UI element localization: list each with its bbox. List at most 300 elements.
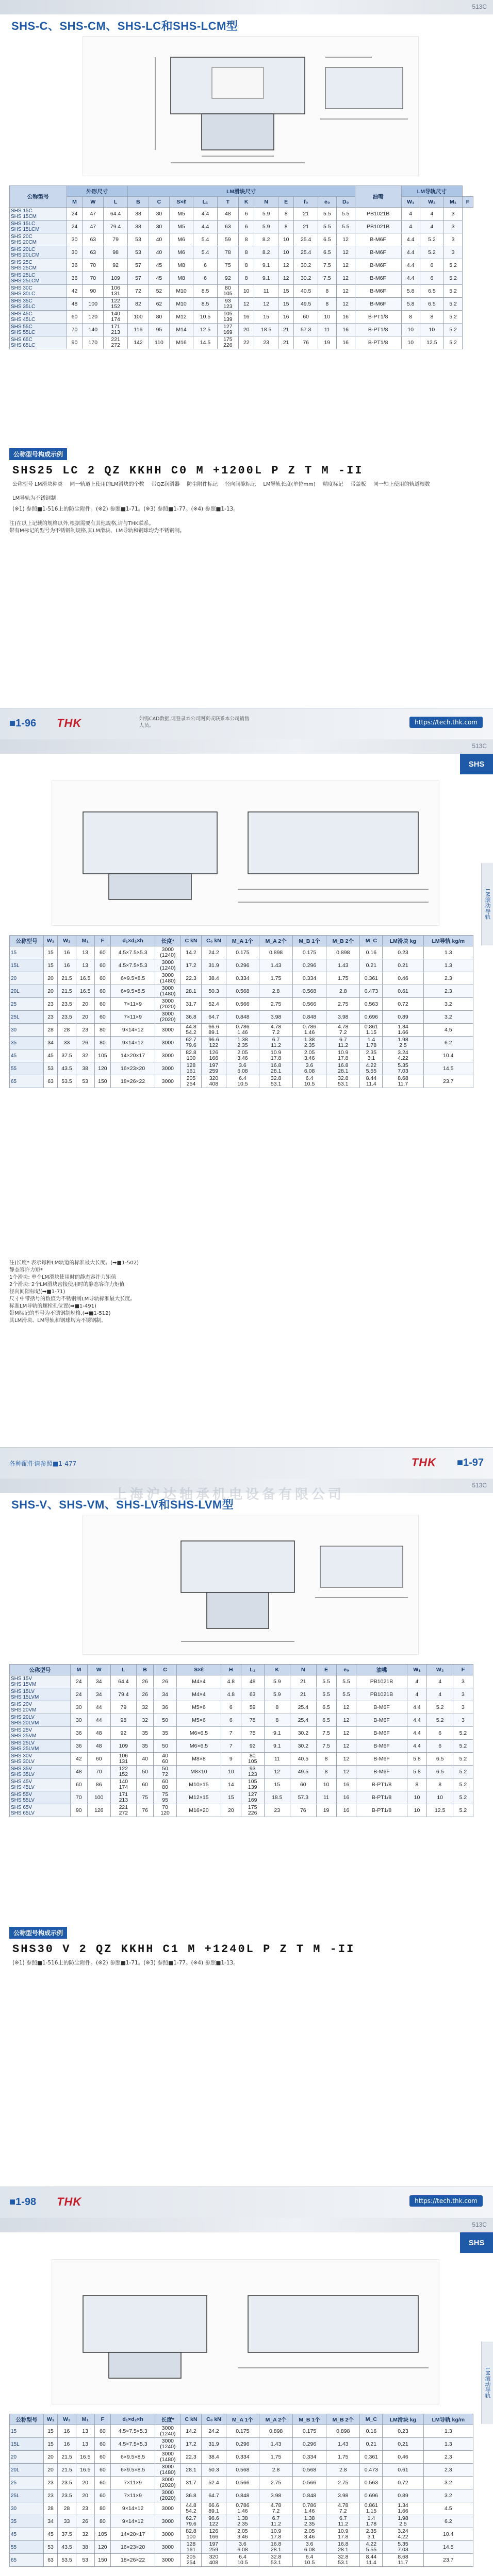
value-cell: 5.2 — [453, 1753, 473, 1766]
value-cell: 10 — [401, 336, 420, 349]
cad-note: 如需CAD数据,请登录本公司网页或联系本公司销售人员。 — [139, 716, 250, 728]
model-cell: SHS 30C SHS 30LC — [10, 285, 67, 298]
value-cell: 72 — [127, 285, 149, 298]
value-cell: 34 — [44, 1037, 58, 1049]
value-cell: 0.786 1.46 — [292, 1024, 326, 1037]
col-grease: 油嘴 — [355, 186, 401, 208]
table-row — [10, 1049, 473, 1062]
value-cell: 0.175 — [292, 2425, 326, 2438]
value-cell: 34 — [44, 2515, 58, 2528]
value-cell: 6 — [238, 208, 254, 221]
value-cell: 26 — [137, 1675, 154, 1688]
value-cell: 21 — [294, 221, 318, 233]
value-cell: 6.5 — [427, 1753, 453, 1766]
value-cell: 1.38 2.35 — [292, 2515, 326, 2528]
value-cell: 25.4 — [294, 233, 318, 246]
value-cell: 76 — [294, 336, 318, 349]
value-cell: 8 — [278, 221, 294, 233]
table-row — [10, 1024, 473, 1037]
value-cell: 53 — [76, 2554, 94, 2567]
value-cell: 80 — [149, 311, 170, 324]
value-cell: 3.98 — [259, 2489, 293, 2502]
value-cell: 15 — [44, 2425, 58, 2438]
value-cell: 6.4 10.5 — [292, 1075, 326, 1088]
value-cell: 6 — [221, 1701, 241, 1714]
table-row — [10, 2451, 473, 2464]
value-cell: 16 — [336, 324, 355, 336]
value-cell: 47 — [83, 208, 104, 221]
value-cell: 5.9 — [254, 208, 278, 221]
brand-logo: THK — [411, 1456, 436, 1469]
value-cell: 16 — [58, 946, 76, 959]
value-cell: 53.5 — [58, 2554, 76, 2567]
value-cell: 37.5 — [58, 1049, 76, 1062]
value-cell: 70 — [83, 259, 104, 272]
value-cell: 0.786 1.46 — [292, 2502, 326, 2515]
code-note: 带QZ润滑器 — [151, 482, 180, 487]
model-cell: SHS 25C SHS 25CM — [10, 259, 67, 272]
value-cell: 14.5 — [423, 2541, 473, 2554]
table-row — [10, 1778, 473, 1791]
value-cell: 0.72 — [383, 998, 423, 1011]
value-cell: 32 — [137, 1701, 154, 1714]
model-cell: 15L — [10, 959, 44, 972]
model-cell: SHS 15LC SHS 15LCM — [10, 221, 67, 233]
value-cell: 7×11×9 — [111, 2489, 155, 2502]
value-cell: 53.5 — [58, 1075, 76, 1088]
value-cell: 15 — [221, 1791, 241, 1804]
value-cell: 3.24 4.22 — [383, 2528, 423, 2541]
value-cell: 70 — [67, 324, 83, 336]
value-cell: 21.5 — [58, 2464, 76, 2477]
value-cell: 36 — [154, 1701, 177, 1714]
code-note: LM导轨长度(单位mm) — [263, 482, 316, 487]
table-row — [10, 272, 473, 285]
value-cell: 2.8 — [259, 2464, 293, 2477]
value-cell: 23.7 — [423, 1075, 473, 1088]
value-cell: 60 — [294, 311, 318, 324]
value-cell: 92 — [104, 259, 127, 272]
value-cell: 109 — [110, 1740, 137, 1753]
model-cell: SHS 15C SHS 15CM — [10, 208, 67, 221]
value-cell: 16 — [58, 2438, 76, 2451]
value-cell: B-PT1/8 — [355, 336, 401, 349]
value-cell: 15 — [44, 959, 58, 972]
table-row — [10, 298, 473, 311]
value-cell: 0.848 — [292, 1011, 326, 1024]
table-row — [10, 972, 473, 985]
value-cell: 16.5 — [76, 972, 94, 985]
value-cell: 9 — [221, 1753, 241, 1766]
value-cell: 221 272 — [110, 1804, 137, 1817]
catalog-page-4 — [0, 2218, 493, 2576]
value-cell: 30.2 — [290, 1740, 317, 1753]
value-cell: 23 — [76, 2502, 94, 2515]
value-cell: 10.4 — [423, 1049, 473, 1062]
value-cell: 5.5 — [318, 221, 336, 233]
value-cell: 197 259 — [202, 2541, 226, 2554]
value-cell: 1.75 — [326, 2451, 360, 2464]
value-cell: 60 — [94, 959, 111, 972]
value-cell: 32 — [76, 1049, 94, 1062]
value-cell: 75 95 — [154, 1791, 177, 1804]
value-cell: 20 — [76, 2477, 94, 2489]
value-cell: 0.696 — [360, 1011, 383, 1024]
value-cell: 4 — [420, 208, 443, 221]
value-cell: 34 — [87, 1675, 110, 1688]
value-cell: M6 — [169, 246, 193, 259]
value-cell: 48 — [87, 1727, 110, 1740]
value-cell: M6 — [169, 233, 193, 246]
value-cell: 38.4 — [202, 972, 226, 985]
value-cell: 109 — [104, 272, 127, 285]
value-cell: 63 — [83, 233, 104, 246]
value-cell: 8.5 — [193, 285, 217, 298]
accessory-link[interactable]: 各种配件请参照■1-477 — [9, 1460, 77, 1467]
value-cell: 320 408 — [202, 2554, 226, 2567]
value-cell: 34 — [154, 1688, 177, 1701]
value-cell: 3 — [444, 208, 463, 221]
value-cell: 24 — [70, 1688, 87, 1701]
value-cell: 6.4 10.5 — [226, 1075, 259, 1088]
value-cell: 12.5 — [420, 336, 443, 349]
url-link[interactable]: https://tech.thk.com — [409, 2195, 483, 2207]
value-cell: 1.43 — [259, 2438, 293, 2451]
value-cell: 80 — [94, 2502, 111, 2515]
value-cell: 15 — [278, 298, 294, 311]
value-cell: 12 — [278, 259, 294, 272]
value-cell: 80 105 — [217, 285, 238, 298]
value-cell: 122 152 — [110, 1766, 137, 1778]
value-cell: 52.4 — [202, 2477, 226, 2489]
value-cell: 127 169 — [241, 1791, 264, 1804]
catalog-page-1 — [0, 0, 493, 739]
value-cell: 12 — [254, 298, 278, 311]
value-cell: B-M6F — [356, 1740, 407, 1753]
value-cell: 2.05 3.46 — [292, 2528, 326, 2541]
value-cell: 205 254 — [180, 2554, 202, 2567]
table-row — [10, 2515, 473, 2528]
value-cell: 8 — [407, 1778, 427, 1791]
value-cell: 0.296 — [226, 959, 259, 972]
value-cell: 24.2 — [202, 2425, 226, 2438]
value-cell: 320 408 — [202, 1075, 226, 1088]
value-cell: 128 161 — [180, 2541, 202, 2554]
value-cell: 2.05 3.46 — [226, 2528, 259, 2541]
value-cell: 38 — [76, 1062, 94, 1075]
value-cell: 6.5 — [427, 1766, 453, 1778]
value-cell: 18.5 — [254, 324, 278, 336]
value-cell: 14.5 — [193, 336, 217, 349]
value-cell: 52 — [149, 285, 170, 298]
value-cell: 3000 (2020) — [155, 1011, 180, 1024]
section-label: SHS — [460, 2232, 493, 2253]
value-cell: 60 — [137, 1778, 154, 1791]
value-cell: 9×14×12 — [111, 1037, 155, 1049]
catalog-page-2 — [0, 739, 493, 1479]
value-cell: 12 — [336, 233, 355, 246]
value-cell: 13 — [76, 959, 94, 972]
model-code-example — [9, 448, 473, 512]
value-cell: 20 — [238, 324, 254, 336]
catalog-page-3 — [0, 1479, 493, 2218]
value-cell: 28 — [58, 2502, 76, 2515]
value-cell: 0.296 — [292, 959, 326, 972]
value-cell: 53 — [44, 2541, 58, 2554]
value-cell: 12 — [336, 259, 355, 272]
value-cell: 23.7 — [423, 2554, 473, 2567]
rail-drawing — [52, 2259, 439, 2404]
value-cell: 5.8 — [407, 1753, 427, 1766]
table-row — [10, 2464, 473, 2477]
value-cell: 6.7 11.2 — [326, 2515, 360, 2528]
value-cell: 127 169 — [217, 324, 238, 336]
value-cell: 60 — [94, 2489, 111, 2502]
value-cell: 45 — [44, 2528, 58, 2541]
value-cell: 5.2 — [453, 1791, 473, 1804]
value-cell: 0.566 — [226, 998, 259, 1011]
model-cell: 25L — [10, 2489, 44, 2502]
model-cell: SHS 25LC SHS 25LCM — [10, 272, 67, 285]
table-row — [10, 1675, 473, 1688]
value-cell: 0.848 — [226, 1011, 259, 1024]
value-cell: 79.4 — [110, 1688, 137, 1701]
value-cell: 5.8 — [407, 1766, 427, 1778]
value-cell: 3000 (2020) — [155, 2477, 180, 2489]
model-code: SHS30 V 2 QZ KKHH C1 M +1240L P Z T M -II — [12, 1943, 355, 1956]
value-cell: B-M6F — [356, 1766, 407, 1778]
value-cell: 5.2 — [453, 1727, 473, 1740]
value-cell: 5.2 — [427, 1714, 453, 1727]
value-cell: 3000 — [155, 1049, 180, 1062]
ref-line: (※1) 参照■1-516上的防尘附件。(※2) 参照■1-71。(※3) 参照■1-77。(※4) 参照■1-13。 — [12, 506, 239, 512]
value-cell: 4 — [407, 1675, 427, 1688]
value-cell: 10 — [278, 233, 294, 246]
value-cell: 78 — [241, 1714, 264, 1727]
value-cell: 0.23 — [383, 2425, 423, 2438]
value-cell: 16 — [238, 311, 254, 324]
value-cell: 5.2 — [444, 311, 463, 324]
value-cell: 53 — [44, 1062, 58, 1075]
table-row — [10, 1037, 473, 1049]
model-cell: SHS 65V SHS 65LV — [10, 1804, 71, 1817]
value-cell: 8.5 — [193, 298, 217, 311]
value-cell: 5.5 — [336, 221, 355, 233]
value-cell: 53 — [127, 246, 149, 259]
value-cell: 2.35 3.1 — [360, 1049, 383, 1062]
value-cell: 4.4 — [401, 272, 420, 285]
table-row — [10, 1075, 473, 1088]
value-cell: 48 — [87, 1740, 110, 1753]
value-cell: 60 — [94, 2425, 111, 2438]
value-cell: 23 — [44, 1011, 58, 1024]
value-cell: 28 — [44, 1024, 58, 1037]
value-cell: 79 — [104, 233, 127, 246]
value-cell: 60 80 — [154, 1778, 177, 1791]
value-cell: 126 — [87, 1804, 110, 1817]
value-cell: 3000 (1240) — [155, 2438, 180, 2451]
value-cell: 5.5 — [336, 1675, 356, 1688]
value-cell: 20 — [44, 2451, 58, 2464]
value-cell: 5.2 — [453, 1804, 473, 1817]
value-cell: 10 — [238, 285, 254, 298]
value-cell: 2.75 — [326, 2477, 360, 2489]
value-cell: M14 — [169, 324, 193, 336]
value-cell: 9.1 — [264, 1740, 290, 1753]
value-cell: 2.3 — [423, 2464, 473, 2477]
value-cell: 11 — [316, 1791, 336, 1804]
value-cell: 12 — [278, 272, 294, 285]
value-cell: 5.5 — [318, 208, 336, 221]
value-cell: 6 — [427, 1727, 453, 1740]
value-cell: 4.4 — [193, 208, 217, 221]
footer — [0, 708, 493, 739]
value-cell: 1.38 2.35 — [226, 1037, 259, 1049]
value-cell: 21.5 — [58, 985, 76, 998]
value-cell: 6.5 — [318, 246, 336, 259]
value-cell: 1.43 — [259, 959, 293, 972]
value-cell: 0.568 — [292, 2464, 326, 2477]
value-cell: 1.3 — [423, 2425, 473, 2438]
value-cell: 80 — [94, 2515, 111, 2528]
value-cell: 6.5 — [316, 1701, 336, 1714]
value-cell: 120 — [94, 1062, 111, 1075]
value-cell: 30 — [149, 221, 170, 233]
table-row — [10, 2425, 473, 2438]
value-cell: 15 — [254, 311, 278, 324]
value-cell: 21.5 — [58, 2451, 76, 2464]
value-cell: 98 — [110, 1714, 137, 1727]
value-cell: 23 — [76, 1024, 94, 1037]
col-model: 公称型号 — [10, 186, 67, 208]
value-cell: 6.2 — [423, 2515, 473, 2528]
table-row — [10, 1701, 473, 1714]
value-cell: 42 — [70, 1753, 87, 1766]
value-cell: B-M6F — [356, 1727, 407, 1740]
value-cell: 10.9 17.8 — [326, 2528, 360, 2541]
value-cell: 57.3 — [290, 1791, 317, 1804]
value-cell: 0.334 — [292, 972, 326, 985]
value-cell: 62 — [149, 298, 170, 311]
value-cell: 16.8 28.1 — [259, 2541, 293, 2554]
value-cell: 1.3 — [423, 2438, 473, 2451]
value-cell: 32 — [76, 2528, 94, 2541]
value-cell: 96.6 122 — [202, 2515, 226, 2528]
value-cell: 3000 — [155, 1075, 180, 1088]
value-cell: PB1021B — [356, 1688, 407, 1701]
value-cell: 126 166 — [202, 1049, 226, 1062]
model-cell: 25L — [10, 1011, 44, 1024]
value-cell: 12 — [336, 272, 355, 285]
value-cell: 4.4 — [407, 1714, 427, 1727]
value-cell: 30 — [67, 233, 83, 246]
model-cell: SHS 65C SHS 65LC — [10, 336, 67, 349]
value-cell: M6×6.5 — [176, 1727, 221, 1740]
value-cell: 3000 (1480) — [155, 985, 180, 998]
value-cell: 4 — [427, 1675, 453, 1688]
section-label: SHS — [460, 754, 493, 774]
value-cell: 24 — [67, 208, 83, 221]
value-cell: 6×9.5×8.5 — [111, 2464, 155, 2477]
value-cell: 95 — [149, 324, 170, 336]
value-cell: 140 — [83, 324, 104, 336]
table-row — [10, 1766, 473, 1778]
value-cell: 5.2 — [444, 298, 463, 311]
value-cell: 18×26×22 — [111, 2554, 155, 2567]
value-cell: 6 — [193, 259, 217, 272]
value-cell: 32.8 53.1 — [326, 1075, 360, 1088]
value-cell: 45 — [149, 259, 170, 272]
value-cell: 171 213 — [110, 1791, 137, 1804]
value-cell: 0.61 — [383, 2464, 423, 2477]
value-cell: M12 — [169, 311, 193, 324]
value-cell: 19 — [318, 336, 336, 349]
value-cell: 32.8 53.1 — [259, 1075, 293, 1088]
value-cell: M8×10 — [176, 1766, 221, 1778]
value-cell: 7.5 — [318, 272, 336, 285]
value-cell: 0.473 — [360, 985, 383, 998]
value-cell: 12 — [336, 1740, 356, 1753]
value-cell: 33 — [58, 2515, 76, 2528]
value-cell: 3000 — [155, 2502, 180, 2515]
value-cell: 0.861 1.15 — [360, 2502, 383, 2515]
value-cell: 23.5 — [58, 998, 76, 1011]
value-cell: 12.5 — [193, 324, 217, 336]
value-cell: 150 — [94, 2554, 111, 2567]
value-cell: 49.5 — [290, 1766, 317, 1778]
value-cell: 25.4 — [294, 246, 318, 259]
value-cell: 3000 — [155, 1037, 180, 1049]
value-cell: B-PT1/8 — [356, 1778, 407, 1791]
value-cell: 60 — [87, 1753, 110, 1766]
value-cell: 10 — [427, 1791, 453, 1804]
value-cell: 9×14×12 — [111, 2515, 155, 2528]
value-cell: 50 — [137, 1766, 154, 1778]
value-cell: 63 — [44, 2554, 58, 2567]
value-cell: 3000 — [155, 2541, 180, 2554]
brand-logo: THK — [57, 717, 82, 730]
model-code-example — [9, 1927, 473, 1984]
band-code: 513C — [472, 2221, 487, 2228]
value-cell: 0.46 — [383, 972, 423, 985]
value-cell: 0.361 — [360, 2451, 383, 2464]
value-cell: 35 — [154, 1727, 177, 1740]
value-cell: 75 — [217, 259, 238, 272]
value-cell: 140 174 — [110, 1778, 137, 1791]
value-cell: 1.34 1.66 — [383, 1024, 423, 1037]
value-cell: 21 — [294, 208, 318, 221]
value-cell: 70 — [83, 272, 104, 285]
value-cell: 0.21 — [383, 959, 423, 972]
value-cell: 10.5 — [193, 311, 217, 324]
value-cell: 0.898 — [326, 2425, 360, 2438]
value-cell: 92 — [241, 1740, 264, 1753]
value-cell: 1.3 — [423, 959, 473, 972]
value-cell: 26 — [137, 1688, 154, 1701]
value-cell: 0.175 — [226, 2425, 259, 2438]
table-row — [10, 221, 473, 233]
value-cell: 2.3 — [423, 985, 473, 998]
value-cell: 34 — [87, 1688, 110, 1701]
model-cell: SHS 55C SHS 55LC — [10, 324, 67, 336]
table-row — [10, 2477, 473, 2489]
col-block: LM滑块尺寸 — [127, 186, 355, 197]
table-row — [10, 1740, 473, 1753]
url-link[interactable]: https://tech.thk.com — [409, 717, 483, 728]
value-cell: 4.4 — [193, 221, 217, 233]
value-cell: 70 120 — [154, 1804, 177, 1817]
value-cell: 14.5 — [423, 1062, 473, 1075]
